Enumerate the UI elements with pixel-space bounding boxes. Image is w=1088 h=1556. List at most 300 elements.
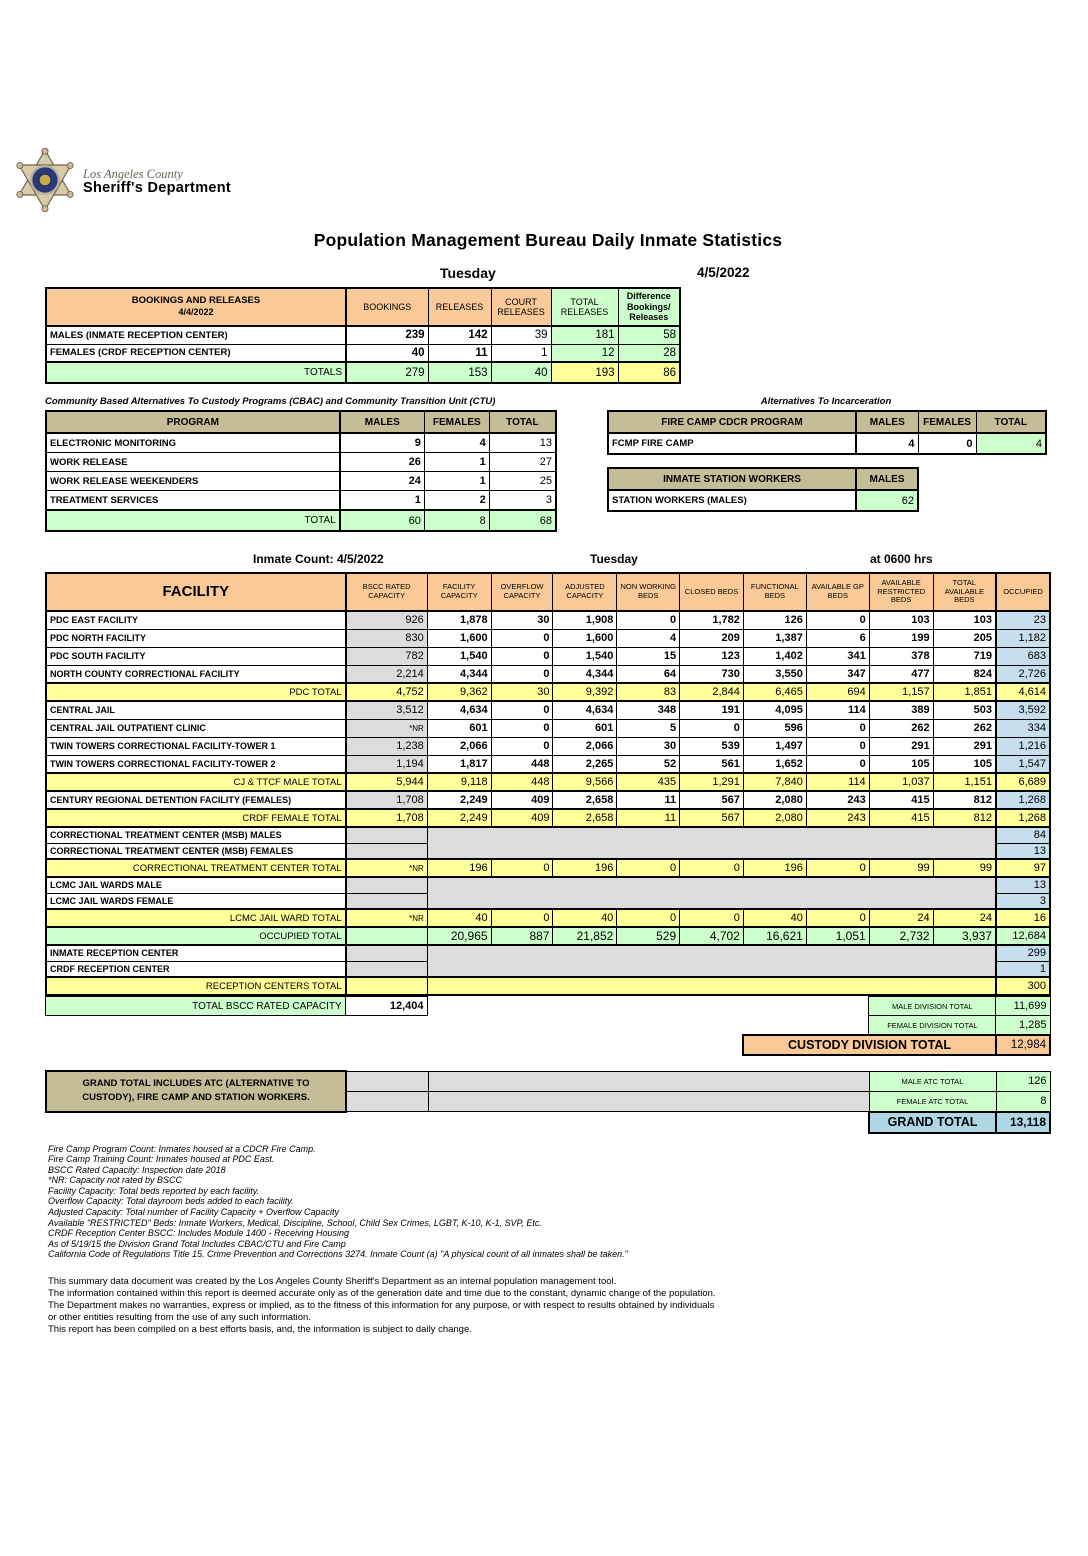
bed-value: 730 (680, 665, 744, 683)
facility-table (45, 572, 1051, 996)
bookings-row-label: FEMALES (CRDF RECEPTION CENTER) (46, 344, 346, 362)
column-header-difference: Difference Bookings/ Releases (618, 288, 680, 326)
male-atc-row (46, 1071, 1050, 1091)
bed-value: 0 (491, 647, 553, 665)
grand-total-label: GRAND TOTAL (869, 1112, 996, 1133)
bed-value: 0 (806, 611, 869, 629)
male-atc-total-value: 126 (996, 1071, 1050, 1091)
bed-value: 2,080 (743, 809, 806, 827)
bed-value: 196 (743, 859, 806, 877)
cbac-value: 24 (340, 472, 425, 491)
bed-value: 0 (491, 701, 553, 719)
fire-camp-row (608, 433, 1046, 454)
footnote-line: California Code of Regulations Title 15. Crime Prevention and Corrections 3274. Inmate Count (a) "A physical count of all inmates shall be taken." (48, 1249, 628, 1260)
column-header-fire-camp: FIRE CAMP CDCR PROGRAM (608, 411, 856, 433)
bookings-header-row (46, 288, 680, 326)
column-header-facility-capacity: FACILITY CAPACITY (427, 573, 491, 611)
bed-value: 9,566 (553, 773, 617, 791)
bed-value: 0 (491, 737, 553, 755)
facility-total-row (46, 683, 1050, 701)
occupied-value: 334 (996, 719, 1050, 737)
bed-value: 64 (617, 665, 680, 683)
occupied-value: 300 (996, 977, 1050, 995)
cbac-totals-row (46, 510, 556, 531)
grand-total-note-line2: CUSTODY), FIRE CAMP AND STATION WORKERS. (82, 1092, 310, 1104)
facility-name: TWIN TOWERS CORRECTIONAL FACILITY-TOWER 2 (46, 755, 346, 773)
bed-value: 3,937 (933, 927, 996, 945)
bed-value: 529 (617, 927, 680, 945)
bed-value: 0 (680, 859, 744, 877)
bookings-total-value: 193 (551, 362, 618, 383)
bed-value: 0 (617, 909, 680, 927)
agency-logo (15, 148, 1088, 216)
bed-value: 0 (617, 859, 680, 877)
bed-value: 477 (869, 665, 933, 683)
bed-value: 105 (933, 755, 996, 773)
disclaimer-line: The information contained within this report is deemed accurate only as of the generation date and time due to the constant, dynamic change of the population. (48, 1288, 716, 1300)
bed-value: 30 (491, 683, 553, 701)
facility-total-row (46, 909, 1050, 927)
bed-value: 0 (617, 611, 680, 629)
cbac-totals-label: TOTAL (46, 510, 340, 531)
bookings-total-value: 279 (346, 362, 428, 383)
bed-value: 6,465 (743, 683, 806, 701)
facility-row (46, 755, 1050, 773)
occupied-total-row (46, 927, 1050, 945)
occupied-value: 3,592 (996, 701, 1050, 719)
bookings-total-value: 86 (618, 362, 680, 383)
column-header-males: MALES (340, 411, 425, 433)
merged-region (427, 977, 996, 995)
bed-value: 105 (869, 755, 933, 773)
agency-name (83, 168, 231, 196)
bscc-value: 5,944 (346, 773, 428, 791)
bed-value: 2,732 (869, 927, 933, 945)
bed-value: 0 (806, 909, 869, 927)
cbac-value: 2 (424, 491, 489, 511)
bed-value: 11 (617, 791, 680, 809)
sheriff-star-icon (15, 148, 75, 217)
bed-value: 1,402 (743, 647, 806, 665)
bed-value: 99 (933, 859, 996, 877)
occupied-value: 13 (996, 877, 1050, 893)
bed-value: 561 (680, 755, 744, 773)
grand-total-table (45, 1070, 1051, 1134)
bed-value: 409 (491, 791, 553, 809)
bed-value: 503 (933, 701, 996, 719)
footnote-line: As of 5/19/15 the Division Grand Total Includes CBAC/CTU and Fire Camp (48, 1238, 346, 1249)
cbac-value: 4 (424, 433, 489, 453)
occupied-value: 1 (996, 961, 1050, 977)
cbac-value: 26 (340, 453, 425, 472)
station-workers-label: STATION WORKERS (MALES) (608, 490, 856, 511)
column-header-females: FEMALES (424, 411, 489, 433)
female-division-total-value: 1,285 (996, 1016, 1050, 1036)
column-header-functional: FUNCTIONAL BEDS (743, 573, 806, 611)
column-header-releases: RELEASES (428, 288, 491, 326)
grand-total-value: 13,118 (996, 1112, 1050, 1133)
bscc-value: 3,512 (346, 701, 428, 719)
bed-value: 378 (869, 647, 933, 665)
bed-value: 694 (806, 683, 869, 701)
bed-value: 415 (869, 809, 933, 827)
occupied-value: 16 (996, 909, 1050, 927)
cbac-program-label: WORK RELEASE WEEKENDERS (46, 472, 340, 491)
bed-value: 1,497 (743, 737, 806, 755)
filler-cell (346, 1071, 428, 1091)
female-atc-total-value: 8 (996, 1091, 1050, 1112)
page-title: Population Management Bureau Daily Inmate Statistics (313, 230, 783, 250)
footnotes (48, 1144, 1051, 1261)
facility-name: CENTRAL JAIL (46, 701, 346, 719)
facility-name: LCMC JAIL WARDS FEMALE (46, 893, 346, 909)
bscc-total-row (46, 997, 1051, 1016)
facility-name: CORRECTIONAL TREATMENT CENTER (MSB) FEMALES (46, 843, 346, 859)
bed-value: 6 (806, 629, 869, 647)
fire-camp-body (608, 433, 1046, 454)
bscc-value (346, 927, 428, 945)
custody-division-total-label: CUSTODY DIVISION TOTAL (743, 1035, 996, 1055)
bed-value: 824 (933, 665, 996, 683)
column-header-available-restricted: AVAILABLE RESTRICTED BEDS (869, 573, 933, 611)
bookings-row (46, 326, 680, 344)
cbac-row (46, 491, 556, 511)
fire-camp-value: 4 (856, 433, 918, 454)
bookings-row-label: MALES (INMATE RECEPTION CENTER) (46, 326, 346, 344)
spacer (46, 1035, 744, 1055)
footnote-line: Fire Camp Training Count: Inmates housed at PDC East. (48, 1154, 275, 1165)
total-label: RECEPTION CENTERS TOTAL (46, 977, 346, 995)
bed-value: 262 (869, 719, 933, 737)
bscc-value (346, 893, 428, 909)
total-label: LCMC JAIL WARD TOTAL (46, 909, 346, 927)
bed-value: 448 (491, 755, 553, 773)
occupied-value: 1,268 (996, 791, 1050, 809)
station-workers-row (608, 490, 918, 511)
bookings-row (46, 344, 680, 362)
column-header-females: FEMALES (918, 411, 976, 433)
cbac-value: 1 (424, 453, 489, 472)
programs-section (45, 396, 1051, 542)
bed-value: 2,658 (553, 791, 617, 809)
bed-value: 1,817 (427, 755, 491, 773)
bed-value: 2,080 (743, 791, 806, 809)
column-header-facility: FACILITY (46, 573, 346, 611)
filler-cell (428, 1071, 869, 1091)
bed-value: 1,540 (427, 647, 491, 665)
cbac-value: 13 (489, 433, 556, 453)
bed-value: 409 (491, 809, 553, 827)
bookings-totals-row (46, 362, 680, 383)
male-atc-total-label: MALE ATC TOTAL (869, 1071, 996, 1091)
report-date: 4/5/2022 (697, 265, 750, 280)
merged-region (427, 827, 996, 859)
bed-value: 103 (869, 611, 933, 629)
bookings-value: 12 (551, 344, 618, 362)
bookings-value: 181 (551, 326, 618, 344)
bed-value: 1,151 (933, 773, 996, 791)
facility-row (46, 791, 1050, 809)
inmate-count-caption (45, 552, 1051, 570)
bscc-value: 830 (346, 629, 428, 647)
bed-value: 99 (869, 859, 933, 877)
bed-value: 191 (680, 701, 744, 719)
column-header-occupied: OCCUPIED (996, 573, 1050, 611)
bed-value: 199 (869, 629, 933, 647)
bed-value: 262 (933, 719, 996, 737)
bscc-value: *NR (346, 859, 428, 877)
station-workers-table (607, 467, 919, 512)
fire-camp-label: FCMP FIRE CAMP (608, 433, 856, 454)
total-label: CRDF FEMALE TOTAL (46, 809, 346, 827)
bed-value: 4,344 (553, 665, 617, 683)
facility-row (46, 719, 1050, 737)
bed-value: 389 (869, 701, 933, 719)
bed-value: 0 (491, 859, 553, 877)
bookings-value: 142 (428, 326, 491, 344)
bed-value: 887 (491, 927, 553, 945)
station-workers-header-row (608, 468, 918, 490)
bed-value: 4 (617, 629, 680, 647)
facility-total-row (46, 809, 1050, 827)
bed-value: 0 (680, 719, 744, 737)
bscc-value: 4,752 (346, 683, 428, 701)
bed-value: 0 (491, 719, 553, 737)
cbac-title: Community Based Alternatives To Custody Programs (CBAC) and Community Transition Unit (CTU) (45, 396, 496, 407)
bed-value: 114 (806, 773, 869, 791)
occupied-value: 2,726 (996, 665, 1050, 683)
bscc-value: 1,194 (346, 755, 428, 773)
bed-value: 1,540 (553, 647, 617, 665)
cbac-row (46, 453, 556, 472)
inmate-count-weekday: Tuesday (590, 552, 638, 566)
bed-value: 291 (869, 737, 933, 755)
bscc-total-label: TOTAL BSCC RATED CAPACITY (46, 997, 346, 1016)
column-header-males: MALES (856, 468, 918, 490)
facility-row (46, 629, 1050, 647)
bed-value: 123 (680, 647, 744, 665)
bed-value: 16,621 (743, 927, 806, 945)
occupied-value: 3 (996, 893, 1050, 909)
bed-value: 415 (869, 791, 933, 809)
bed-value: 24 (933, 909, 996, 927)
bed-value: 2,844 (680, 683, 744, 701)
bed-value: 539 (680, 737, 744, 755)
bookings-value: 11 (428, 344, 491, 362)
cbac-total-value: 8 (424, 510, 489, 531)
cbac-value: 9 (340, 433, 425, 453)
column-header-males: MALES (856, 411, 918, 433)
facility-name: LCMC JAIL WARDS MALE (46, 877, 346, 893)
bed-value: 1,291 (680, 773, 744, 791)
bed-value: 0 (806, 737, 869, 755)
bed-value: 2,658 (553, 809, 617, 827)
column-header-station-workers: INMATE STATION WORKERS (608, 468, 856, 490)
bookings-total-value: 153 (428, 362, 491, 383)
bed-value: 1,051 (806, 927, 869, 945)
bed-value: 205 (933, 629, 996, 647)
cbac-row (46, 433, 556, 453)
bed-value: 448 (491, 773, 553, 791)
bed-value: 9,362 (427, 683, 491, 701)
bscc-value: *NR (346, 909, 428, 927)
column-header-total: TOTAL (489, 411, 556, 433)
bscc-value (346, 961, 428, 977)
occupied-value: 1,268 (996, 809, 1050, 827)
cbac-section (45, 396, 557, 532)
occupied-value: 12,684 (996, 927, 1050, 945)
facility-row (46, 611, 1050, 629)
bscc-value: 1,238 (346, 737, 428, 755)
total-label: CJ & TTCF MALE TOTAL (46, 773, 346, 791)
facility-name: NORTH COUNTY CORRECTIONAL FACILITY (46, 665, 346, 683)
male-division-total-value: 11,699 (996, 997, 1050, 1016)
cbac-total-value: 68 (489, 510, 556, 531)
cbac-program-label: ELECTRONIC MONITORING (46, 433, 340, 453)
bscc-value: 782 (346, 647, 428, 665)
footnote-line: Facility Capacity: Total beds reported by each facility. (48, 1185, 260, 1196)
bed-value: 1,037 (869, 773, 933, 791)
facility-total-row (46, 859, 1050, 877)
bed-value: 196 (427, 859, 491, 877)
spacer (46, 1016, 869, 1036)
fire-camp-value: 4 (976, 433, 1046, 454)
bed-value: 11 (617, 809, 680, 827)
bscc-value: 1,708 (346, 791, 428, 809)
footnote-line: Available "RESTRICTED" Beds: Inmate Workers, Medical, Discipline, School, Child Sex Crimes, LGBT, K-10, K-1, SVP, Etc. (48, 1217, 542, 1228)
footnote-line: Overflow Capacity: Total dayroom beds added to each facility. (48, 1196, 294, 1207)
facility-body (46, 611, 1050, 995)
bookings-body (46, 326, 680, 383)
spacer (46, 1112, 869, 1133)
bed-value: 0 (491, 629, 553, 647)
bed-value: 1,908 (553, 611, 617, 629)
facility-name: CRDF RECEPTION CENTER (46, 961, 346, 977)
custody-division-row (46, 1035, 1051, 1055)
cbac-value: 25 (489, 472, 556, 491)
cbac-value: 3 (489, 491, 556, 511)
bookings-totals-label: TOTALS (46, 362, 346, 383)
bed-value: 435 (617, 773, 680, 791)
cbac-total-value: 60 (340, 510, 425, 531)
custody-division-total-value: 12,984 (996, 1035, 1050, 1055)
occupied-value: 299 (996, 945, 1050, 961)
facility-name: CORRECTIONAL TREATMENT CENTER (MSB) MALES (46, 827, 346, 843)
total-label: PDC TOTAL (46, 683, 346, 701)
filler-cell (346, 1091, 428, 1112)
footnote-line: Fire Camp Program Count: Inmates housed at a CDCR Fire Camp. (48, 1143, 316, 1154)
bed-value: 3,550 (743, 665, 806, 683)
column-header-overflow: OVERFLOW CAPACITY (491, 573, 553, 611)
bookings-title: BOOKINGS AND RELEASES (131, 295, 261, 307)
bed-value: 567 (680, 791, 744, 809)
occupied-value: 1,547 (996, 755, 1050, 773)
column-header-closed: CLOSED BEDS (680, 573, 744, 611)
division-totals-table (45, 996, 1051, 1056)
column-header-bscc: BSCC RATED CAPACITY (346, 573, 428, 611)
female-division-total-label: FEMALE DIVISION TOTAL (869, 1016, 996, 1036)
bscc-value (346, 945, 428, 961)
agency-department: Sheriff's Department (83, 179, 232, 196)
bed-value: 9,392 (553, 683, 617, 701)
disclaimer-line: This report has been compiled on a best efforts basis, and, the information is subject to daily change. (48, 1324, 472, 1336)
column-header-available-gp: AVAILABLE GP BEDS (806, 573, 869, 611)
cbac-program-label: TREATMENT SERVICES (46, 491, 340, 511)
report-date-row (45, 265, 1051, 285)
bed-value: 1,387 (743, 629, 806, 647)
bscc-value (346, 827, 428, 843)
ati-section (607, 396, 1047, 512)
bed-value: 347 (806, 665, 869, 683)
bscc-value: *NR (346, 719, 428, 737)
bed-value: 1,782 (680, 611, 744, 629)
occupied-value: 13 (996, 843, 1050, 859)
bed-value: 719 (933, 647, 996, 665)
facility-row (46, 945, 1050, 961)
fire-camp-table (607, 410, 1047, 455)
total-label: OCCUPIED TOTAL (46, 927, 346, 945)
bed-value: 15 (617, 647, 680, 665)
report-page (0, 148, 1088, 1556)
grand-total-note (46, 1071, 346, 1112)
bed-value: 0 (491, 909, 553, 927)
bscc-value (346, 843, 428, 859)
bookings-title-cell (46, 288, 346, 326)
bed-value: 30 (491, 611, 553, 629)
bookings-table (45, 287, 681, 384)
merged-region (427, 877, 996, 909)
facility-name: PDC EAST FACILITY (46, 611, 346, 629)
cbac-program-label: WORK RELEASE (46, 453, 340, 472)
cbac-header-row (46, 411, 556, 433)
bscc-total-value: 12,404 (345, 997, 427, 1016)
bookings-value: 239 (346, 326, 428, 344)
bed-value: 83 (617, 683, 680, 701)
bookings-value: 58 (618, 326, 680, 344)
bed-value: 243 (806, 809, 869, 827)
filler-cell (428, 1091, 869, 1112)
cbac-value: 27 (489, 453, 556, 472)
facility-name: TWIN TOWERS CORRECTIONAL FACILITY-TOWER 1 (46, 737, 346, 755)
facility-name: CENTURY REGIONAL DETENTION FACILITY (FEMALES) (46, 791, 346, 809)
report-weekday: Tuesday (440, 265, 496, 281)
bed-value: 601 (427, 719, 491, 737)
station-workers-value: 62 (856, 490, 918, 511)
bed-value: 4,634 (427, 701, 491, 719)
bookings-date: 4/4/2022 (178, 307, 214, 318)
bed-value: 7,840 (743, 773, 806, 791)
occupied-value: 84 (996, 827, 1050, 843)
column-header-nonworking: NON WORKING BEDS (617, 573, 680, 611)
inmate-count-label: Inmate Count: 4/5/2022 (253, 552, 384, 566)
bed-value: 0 (806, 859, 869, 877)
bed-value: 2,265 (553, 755, 617, 773)
bed-value: 40 (427, 909, 491, 927)
merged-region (427, 945, 996, 977)
bed-value: 126 (743, 611, 806, 629)
bed-value: 2,249 (427, 809, 491, 827)
facility-name: CENTRAL JAIL OUTPATIENT CLINIC (46, 719, 346, 737)
bed-value: 30 (617, 737, 680, 755)
facility-total-row (46, 977, 1050, 995)
footnote-line: BSCC Rated Capacity: Inspection date 2018 (48, 1164, 226, 1175)
bed-value: 812 (933, 809, 996, 827)
bed-value: 40 (743, 909, 806, 927)
facility-row (46, 827, 1050, 843)
bed-value: 103 (933, 611, 996, 629)
bed-value: 341 (806, 647, 869, 665)
bed-value: 4,095 (743, 701, 806, 719)
